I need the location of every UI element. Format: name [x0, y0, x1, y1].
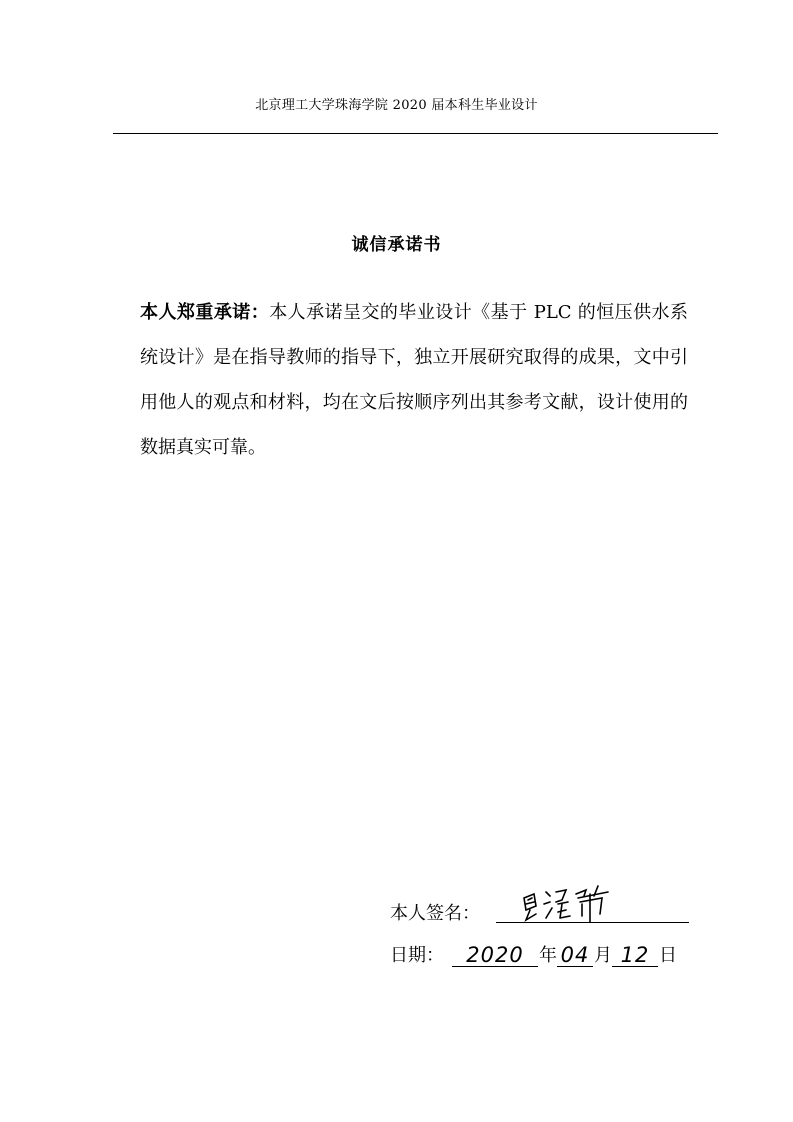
pledge-lead: 本人郑重承诺：	[140, 302, 270, 323]
page-header: 北京理工大学珠海学院 2020 届本科生毕业设计	[255, 98, 538, 113]
handwritten-signature	[520, 884, 612, 924]
date-month-field	[557, 941, 593, 971]
date-day-underline	[612, 966, 658, 967]
header-divider	[113, 133, 718, 134]
date-day-value: 12	[620, 943, 650, 967]
date-month-underline	[557, 966, 593, 967]
pledge-text: 本人承诺呈交的毕业设计《基于 PLC 的恒压供水系统设计》是在指导教师的指导下，独立开展研究取得的成果，文中引用他人的观点和材料，均在文后按顺序列出其参考文献，设计使用的数据真实可靠。	[140, 302, 689, 458]
date-day-field	[612, 941, 658, 971]
date-year-field	[452, 941, 538, 971]
signature-underline	[496, 922, 689, 923]
date-day-unit: 日	[659, 945, 677, 966]
date-year-underline	[452, 966, 538, 967]
document-title: 诚信承诺书	[351, 235, 442, 255]
date-month-unit: 月	[594, 945, 612, 966]
pledge-paragraph	[140, 290, 688, 470]
signature-label: 本人签名：	[390, 903, 480, 924]
date-year-value: 2020	[466, 943, 524, 967]
date-label: 日期：	[390, 945, 444, 966]
date-month-value: 04	[560, 943, 590, 967]
date-year-unit: 年	[539, 945, 557, 966]
